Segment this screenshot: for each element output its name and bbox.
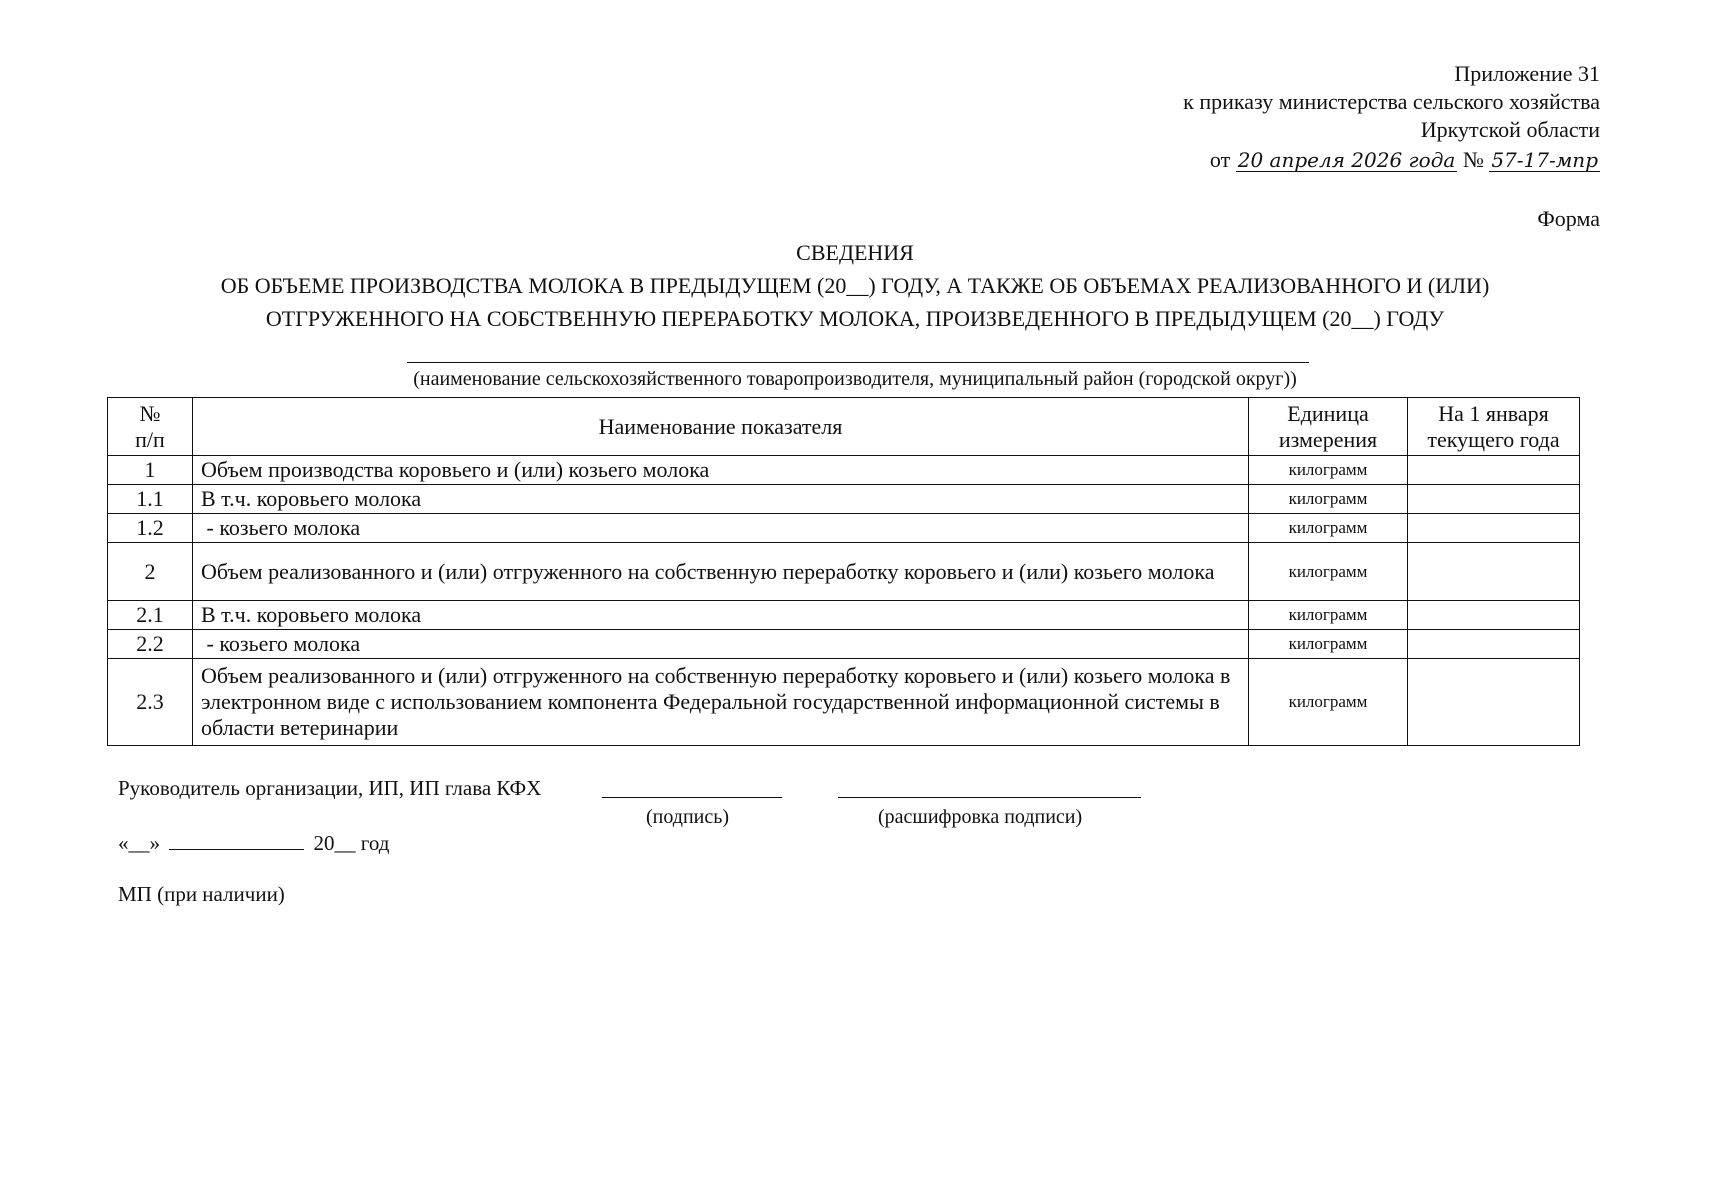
region-name: Иркутской области: [1420, 117, 1600, 142]
org-name-line[interactable]: [407, 362, 1309, 363]
row-name: Объем реализованного и (или) отгруженного на собственную переработку коровьего и (или) козьего молока в электронном виде с использованием компонента Федеральной государственной информационной системы в области ветеринарии: [193, 659, 1249, 746]
signature-line[interactable]: [602, 797, 782, 798]
date-year[interactable]: 20__ год: [313, 831, 390, 855]
row-unit: килограмм: [1249, 601, 1408, 630]
table-row: [108, 630, 1580, 659]
org-name-caption: (наименование сельскохозяйственного товаропроизводителя, муниципальный район (городской округ)): [413, 368, 1297, 390]
title-line-3: ОТГРУЖЕННОГО НА СОБСТВЕННУЮ ПЕРЕРАБОТКУ МОЛОКА, ПРОИЗВЕДЕННОГО В ПРЕДЫДУЩЕМ (20__) ГОДУ: [265, 306, 1445, 331]
document-title: [0, 236, 1710, 335]
header-name: Наименование показателя: [193, 398, 1249, 456]
date-line: [118, 831, 389, 856]
row-unit: килограмм: [1249, 456, 1408, 485]
row-num: 2: [108, 543, 193, 601]
signature-caption: (подпись): [646, 806, 730, 828]
header-num: № п/п: [108, 398, 193, 456]
table-row: [108, 601, 1580, 630]
stamp-placeholder: МП (при наличии): [118, 882, 285, 906]
signature-role: Руководитель организации, ИП, ИП глава КФХ: [118, 776, 542, 800]
row-unit: килограмм: [1249, 659, 1408, 746]
row-num: 1: [108, 456, 193, 485]
order-date-line: [1183, 146, 1600, 174]
signature-decode-caption: (расшифровка подписи): [878, 806, 1083, 828]
date-month-blank[interactable]: [169, 831, 304, 850]
from-prefix: от: [1209, 147, 1231, 172]
row-value-cell[interactable]: [1408, 543, 1580, 601]
table-row: [108, 485, 1580, 514]
row-num: 2.1: [108, 601, 193, 630]
row-name: - козьего молока: [193, 630, 1249, 659]
table-header-row: [108, 398, 1580, 456]
header-value: На 1 января текущего года: [1408, 398, 1580, 456]
row-num: 2.3: [108, 659, 193, 746]
row-value-cell[interactable]: [1408, 485, 1580, 514]
row-value-cell[interactable]: [1408, 659, 1580, 746]
row-value-cell[interactable]: [1408, 456, 1580, 485]
table-row: [108, 543, 1580, 601]
row-num: 1.2: [108, 514, 193, 543]
row-value-cell[interactable]: [1408, 601, 1580, 630]
header-unit: Единица измерения: [1249, 398, 1408, 456]
table-row: [108, 514, 1580, 543]
table-row: [108, 456, 1580, 485]
signature-decode-line[interactable]: [838, 797, 1141, 798]
row-unit: килограмм: [1249, 543, 1408, 601]
row-unit: килограмм: [1249, 485, 1408, 514]
row-name: - козьего молока: [193, 514, 1249, 543]
row-name: Объем производства коровьего и (или) козьего молока: [193, 456, 1249, 485]
date-day[interactable]: «__»: [118, 831, 160, 855]
appendix-header: [1183, 60, 1600, 174]
order-reference: к приказу министерства сельского хозяйства: [1183, 89, 1600, 114]
row-num: 2.2: [108, 630, 193, 659]
number-prefix: №: [1462, 147, 1484, 172]
row-value-cell[interactable]: [1408, 630, 1580, 659]
row-name: Объем реализованного и (или) отгруженного на собственную переработку коровьего и (или) козьего молока: [193, 543, 1249, 601]
row-name: В т.ч. коровьего молока: [193, 601, 1249, 630]
row-value-cell[interactable]: [1408, 514, 1580, 543]
row-unit: килограмм: [1249, 630, 1408, 659]
handwritten-date: 20 апреля 2026 года: [1237, 148, 1456, 172]
title-line-2: ОБ ОБЪЕМЕ ПРОИЗВОДСТВА МОЛОКА В ПРЕДЫДУЩЕМ (20__) ГОДУ, А ТАКЖЕ ОБ ОБЪЕМАХ РЕАЛИЗОВАННОГО И (ИЛИ): [220, 273, 1490, 298]
appendix-number: Приложение 31: [1454, 61, 1600, 86]
indicators-table: [107, 397, 1580, 746]
title-line-1: СВЕДЕНИЯ: [796, 240, 914, 265]
row-num: 1.1: [108, 485, 193, 514]
row-name: В т.ч. коровьего молока: [193, 485, 1249, 514]
handwritten-number: 57-17-мпр: [1491, 148, 1598, 172]
table-row: [108, 659, 1580, 746]
row-unit: килограмм: [1249, 514, 1408, 543]
form-label: Форма: [1537, 206, 1600, 231]
